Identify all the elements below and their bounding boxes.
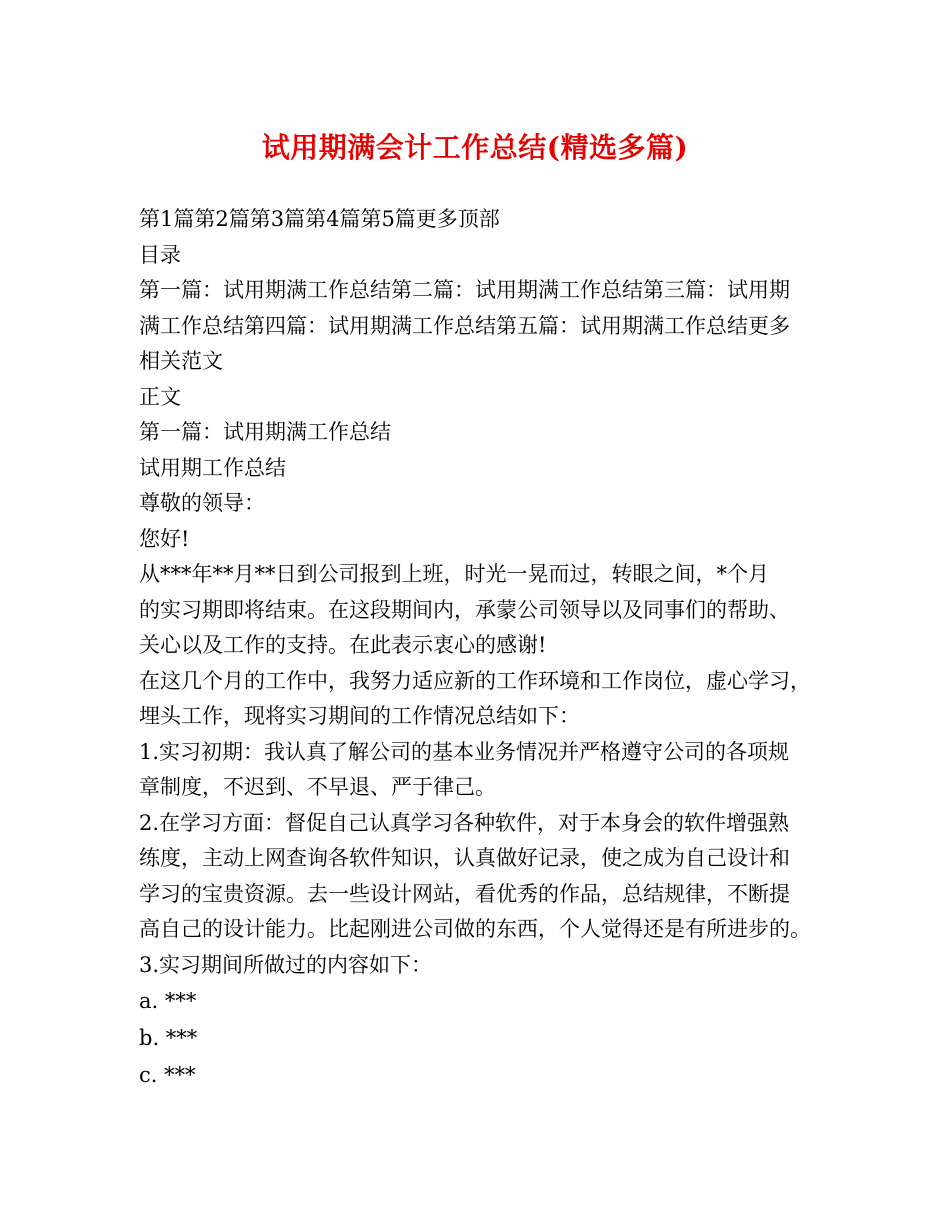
text-line: 满工作总结第四篇：试用期满工作总结第五篇：试用期满工作总结更多 [139,313,790,338]
text-line: 第1篇第2篇第3篇第4篇第5篇更多顶部 [139,207,500,231]
text-line: 您好! [139,526,190,551]
text-line: 章制度，不迟到、不早退、严于律己。 [139,775,496,799]
list-item: c. *** [139,1063,196,1087]
text-line: 第一篇：试用期满工作总结 [139,420,391,444]
text-line: 目录 [139,242,181,267]
text-line: 尊敬的领导： [139,491,265,515]
text-line: 第一篇：试用期满工作总结第二篇：试用期满工作总结第三篇：试用期 [139,278,790,302]
text-line: 的实习期即将结束。在这段期间内，承蒙公司领导以及同事们的帮助、 [139,597,790,622]
list-item: b. *** [139,1026,198,1050]
document-body [139,202,829,1094]
text-line: 试用期工作总结 [139,455,286,480]
text-line: 2.在学习方面：督促自己认真学习各种软件，对于本身会的软件增强熟 [139,810,790,835]
text-line: 关心以及工作的支持。在此表示衷心的感谢! [139,633,547,657]
text-line: 相关范文 [139,349,223,373]
text-line: 学习的宝贵资源。去一些设计网站，看优秀的作品，总结规律，不断提 [139,881,790,906]
text-line: 高自己的设计能力。比起刚进公司做的东西，个人觉得还是有所进步的。 [139,917,811,941]
text-line: 埋头工作，现将实习期间的工作情况总结如下： [139,704,580,728]
list-item: a. *** [139,989,197,1013]
text-line: 练度，主动上网查询各软件知识，认真做好记录，使之成为自己设计和 [139,846,790,870]
text-line: 3.实习期间所做过的内容如下： [139,952,433,977]
text-line: 1.实习初期：我认真了解公司的基本业务情况并严格遵守公司的各项规 [139,739,790,764]
text-line: 正文 [139,384,181,409]
document-title: 试用期满会计工作总结(精选多篇) [261,131,689,164]
text-line: 在这几个月的工作中，我努力适应新的工作环境和工作岗位，虚心学习， [139,668,811,693]
text-line: 从***年**月**日到公司报到上班，时光一晃而过，转眼之间，*个月 [139,562,769,586]
